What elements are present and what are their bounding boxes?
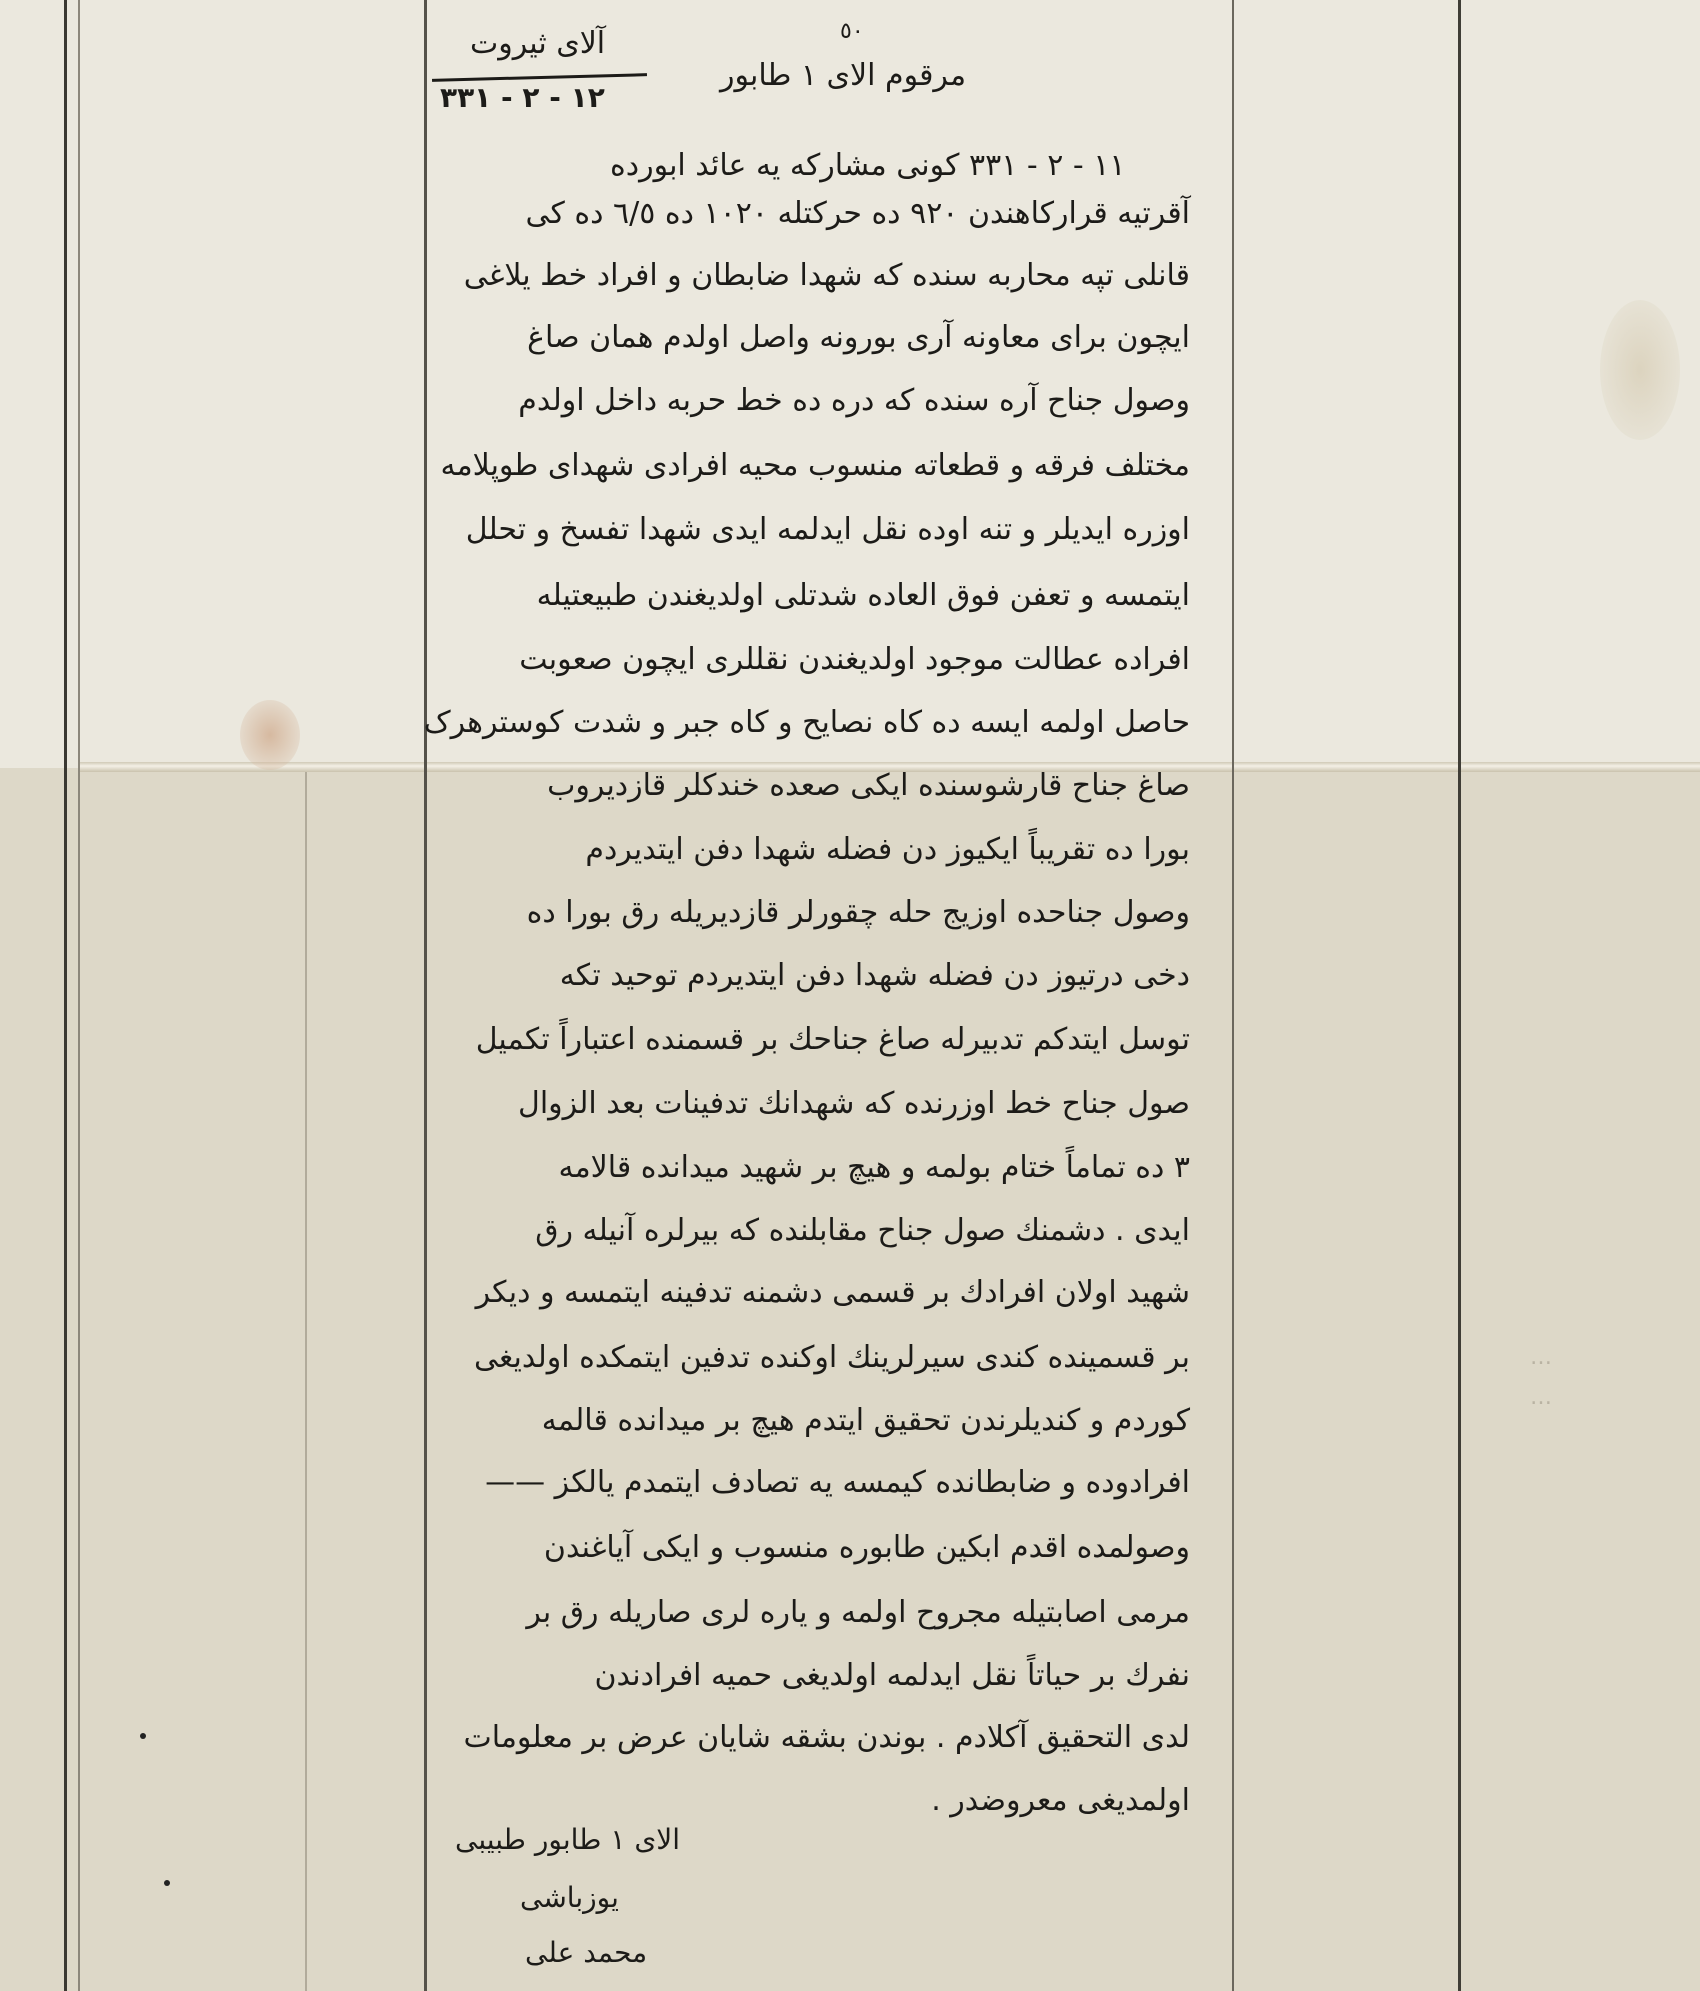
body-line: نفرك بر حیاتاً نقل ایدلمه اولدیغی حمیه افرادندن <box>594 1658 1190 1693</box>
body-line: مرمی اصابتیله مجروح اولمه و یاره لری صاریله رق بر <box>526 1595 1190 1630</box>
report-date: ١٢ - ٢ - ٣٣١ <box>440 81 605 114</box>
page-mark: ٥٠ <box>840 19 864 44</box>
body-line: حاصل اولمه ایسه ده کاه نصایح و کاه جبر و شدت کوسترهرک <box>423 705 1190 740</box>
body-line: دخی درتیوز دن فضله شهدا دفن ایتدیردم توحید تکه <box>559 958 1190 993</box>
text-margin-rule-right <box>1232 0 1234 1991</box>
body-line: ایچون برای معاونه آری بورونه واصل اولدم همان صاغ <box>527 320 1190 355</box>
body-line: توسل ایتدکم تدبیرله صاغ جناحك بر قسمنده اعتباراً تکمیل <box>475 1022 1190 1057</box>
body-line: صاغ جناح قارشوسنده ایکی صعده خندکلر قازدیروب <box>547 768 1190 803</box>
text-margin-rule-left <box>424 0 427 1991</box>
signature-rank: یوزباشی <box>520 1881 619 1914</box>
body-line: افراده عطالت موجود اولدیغندن نقللری ایچون صعوبت <box>519 642 1190 677</box>
right-margin-rule <box>1458 0 1461 1991</box>
margin-note: … <box>1530 1385 1552 1410</box>
ink-speck <box>140 1733 146 1739</box>
paper-stain <box>1600 300 1680 440</box>
far-left-rule-lower <box>305 772 307 1991</box>
unit-name: آلای ثیروت <box>470 26 606 61</box>
body-line: افرادوده و ضابطانده کیمسه یه تصادف ایتمدم یالکز —— <box>485 1465 1190 1500</box>
body-line: ایدی . دشمنك صول جناح مقابلنده که بیرلره آنیله رق <box>535 1213 1190 1248</box>
body-line: آقرتیه قرارکاهندن ٩٢٠ ده حرکتله ١٠٢٠ ده ٦/٥ ده کی <box>525 196 1190 231</box>
signature-title: الای ١ طابور طبیبی <box>455 1823 680 1856</box>
left-inner-rule <box>78 0 80 1991</box>
body-line: وصول جناح آره سنده که دره ده خط حربه داخل اولدم <box>518 383 1190 418</box>
body-line: شهید اولان افرادك بر قسمی دشمنه تدفینه ایتمسه و دیکر <box>475 1275 1190 1310</box>
body-line: بر قسمینده کندی سیرلرینك اوکنده تدفین ایتمکده اولدیغی <box>474 1340 1190 1375</box>
body-line: ٣ ده تماماً ختام بولمه و هیچ بر شهید میدانده قالامه <box>558 1150 1190 1185</box>
body-line: اوزره ایدیلر و تنه اوده نقل ایدلمه ایدی شهدا تفسخ و تحلل <box>465 512 1190 547</box>
body-line: قانلی تپه محاربه سنده که شهدا ضابطان و افراد خط یلاغی <box>463 258 1190 293</box>
body-line: کوردم و کندیلرندن تحقیق ایتدم هیچ بر میدانده قالمه <box>541 1403 1190 1438</box>
body-line: وصولمده اقدم ابکین طابوره منسوب و ایکی آیاغندن <box>543 1530 1190 1565</box>
ink-speck <box>164 1880 170 1886</box>
left-margin-rule <box>64 0 67 1991</box>
paper-stain <box>240 700 300 770</box>
body-line: بورا ده تقریباً ایکیوز دن فضله شهدا دفن ایتدیردم <box>585 832 1190 867</box>
body-line: مختلف فرقه و قطعاته منسوب محیه افرادی شهدای طوپلامه <box>440 448 1190 483</box>
body-line: لدی التحقیق آکلادم . بوندن بشقه شایان عرض بر معلومات <box>463 1720 1190 1755</box>
body-line: ایتمسه و تعفن فوق العاده شدتلی اولدیغندن طبیعتیله <box>536 578 1190 613</box>
margin-note: … <box>1530 1345 1552 1370</box>
body-line: صول جناح خط اوزرنده که شهدانك تدفینات بعد الزوال <box>518 1086 1190 1121</box>
body-line: اولمدیغی معروضدر . <box>931 1783 1190 1818</box>
report-title: مرقوم الای ١ طابور <box>720 58 967 93</box>
signature-name: محمد علی <box>525 1936 648 1969</box>
body-line: وصول جناحده اوزیج حله چقورلر قازدیریله رق بورا ده <box>526 895 1190 930</box>
report-subtitle: ١١ - ٢ - ٣٣١ کونی مشارکه یه عائد ابورده <box>610 148 1126 183</box>
